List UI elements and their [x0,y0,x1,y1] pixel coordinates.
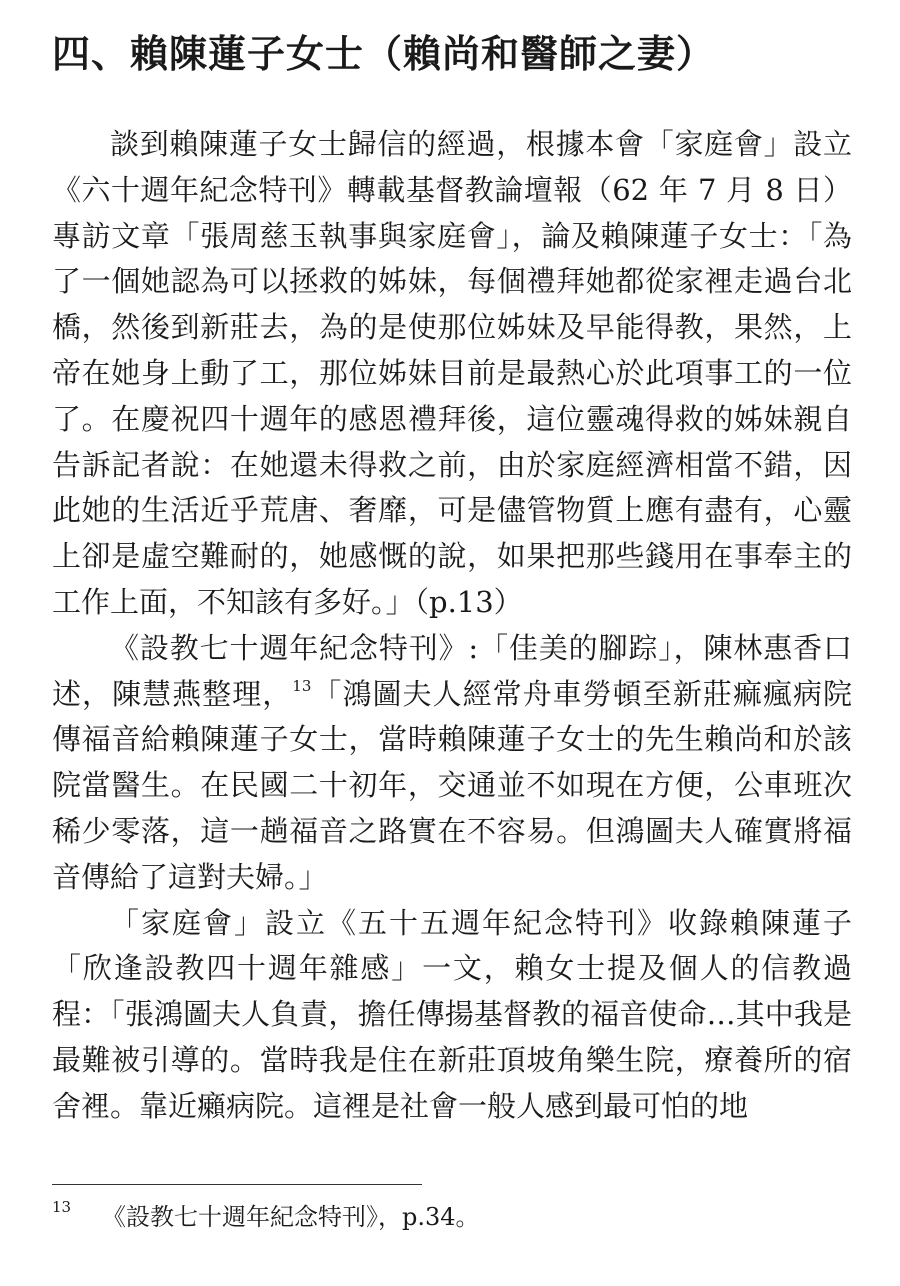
paragraph-3 [52,901,852,1130]
paragraph-1 [52,122,852,626]
section-title: 四、賴陳蓮子女士（賴尚和醫師之妻） [52,32,716,76]
footnote-reference[interactable]: 13 [292,676,312,695]
paragraph-2-text-after: 「鴻圖夫人經常舟車勞頓至新莊痲瘋病院傳福音給賴陳蓮子女士，當時賴陳蓮子女士的先生賴尚和於該院當醫生。在民國二十初年，交通並不如現在方便，公車班次稀少零落，這一趟福音之路實在不容易。但鴻圖夫人確實將福音傳給了這對夫婦。」 [52,676,852,894]
paragraph-2-text-before: 《設教七十週年紀念特刊》:「佳美的腳踪」，陳林惠香口述，陳慧燕整理， [52,630,852,711]
footnote-text: 《設教七十週年紀念特刊》，p.34。 [102,1203,480,1231]
paragraph-1-text: 談到賴陳蓮子女士歸信的經過，根據本會「家庭會」設立《六十週年紀念特刊》轉載基督教論壇報（62 年 7 月 8 日）專訪文章「張周慈玉執事與家庭會」，論及賴陳蓮子女士：「為了一個她認為可以拯救的姊妹，每個禮拜她都從家裡走過台北橋，然後到新莊去，為的是使那位姊妹及早能得教，果然，上帝在她身上動了工，那位姊妹目前是最熱心於此項事工的一位了。在慶祝四十週年的感恩禮拜後，這位靈魂得救的姊妹親自告訴記者說：在她還未得救之前，由於家庭經濟相當不錯，因此她的生活近乎荒唐、奢靡，可是儘管物質上應有盡有，心靈上卻是虛空難耐的，她感慨的說，如果把那些錢用在事奉主的工作上面，不知該有多好。」（p.13） [52,127,852,619]
footnote-number: 13 [52,1198,72,1216]
paragraph-2 [52,626,852,901]
paragraph-3-text: 「家庭會」設立《五十五週年紀念特刊》收錄賴陳蓮子「欣逢設教四十週年雜感」一文，賴女士提及個人的信教過程：「張鴻圖夫人負責，擔任傳揚基督教的福音使命…其中我是最難被引導的。當時我是住在新莊頂坡角樂生院，療養所的宿舍裡。靠近癩病院。這裡是社會一般人感到最可怕的地 [52,905,852,1123]
footnote-divider [52,1184,422,1185]
body-text [52,122,852,1130]
